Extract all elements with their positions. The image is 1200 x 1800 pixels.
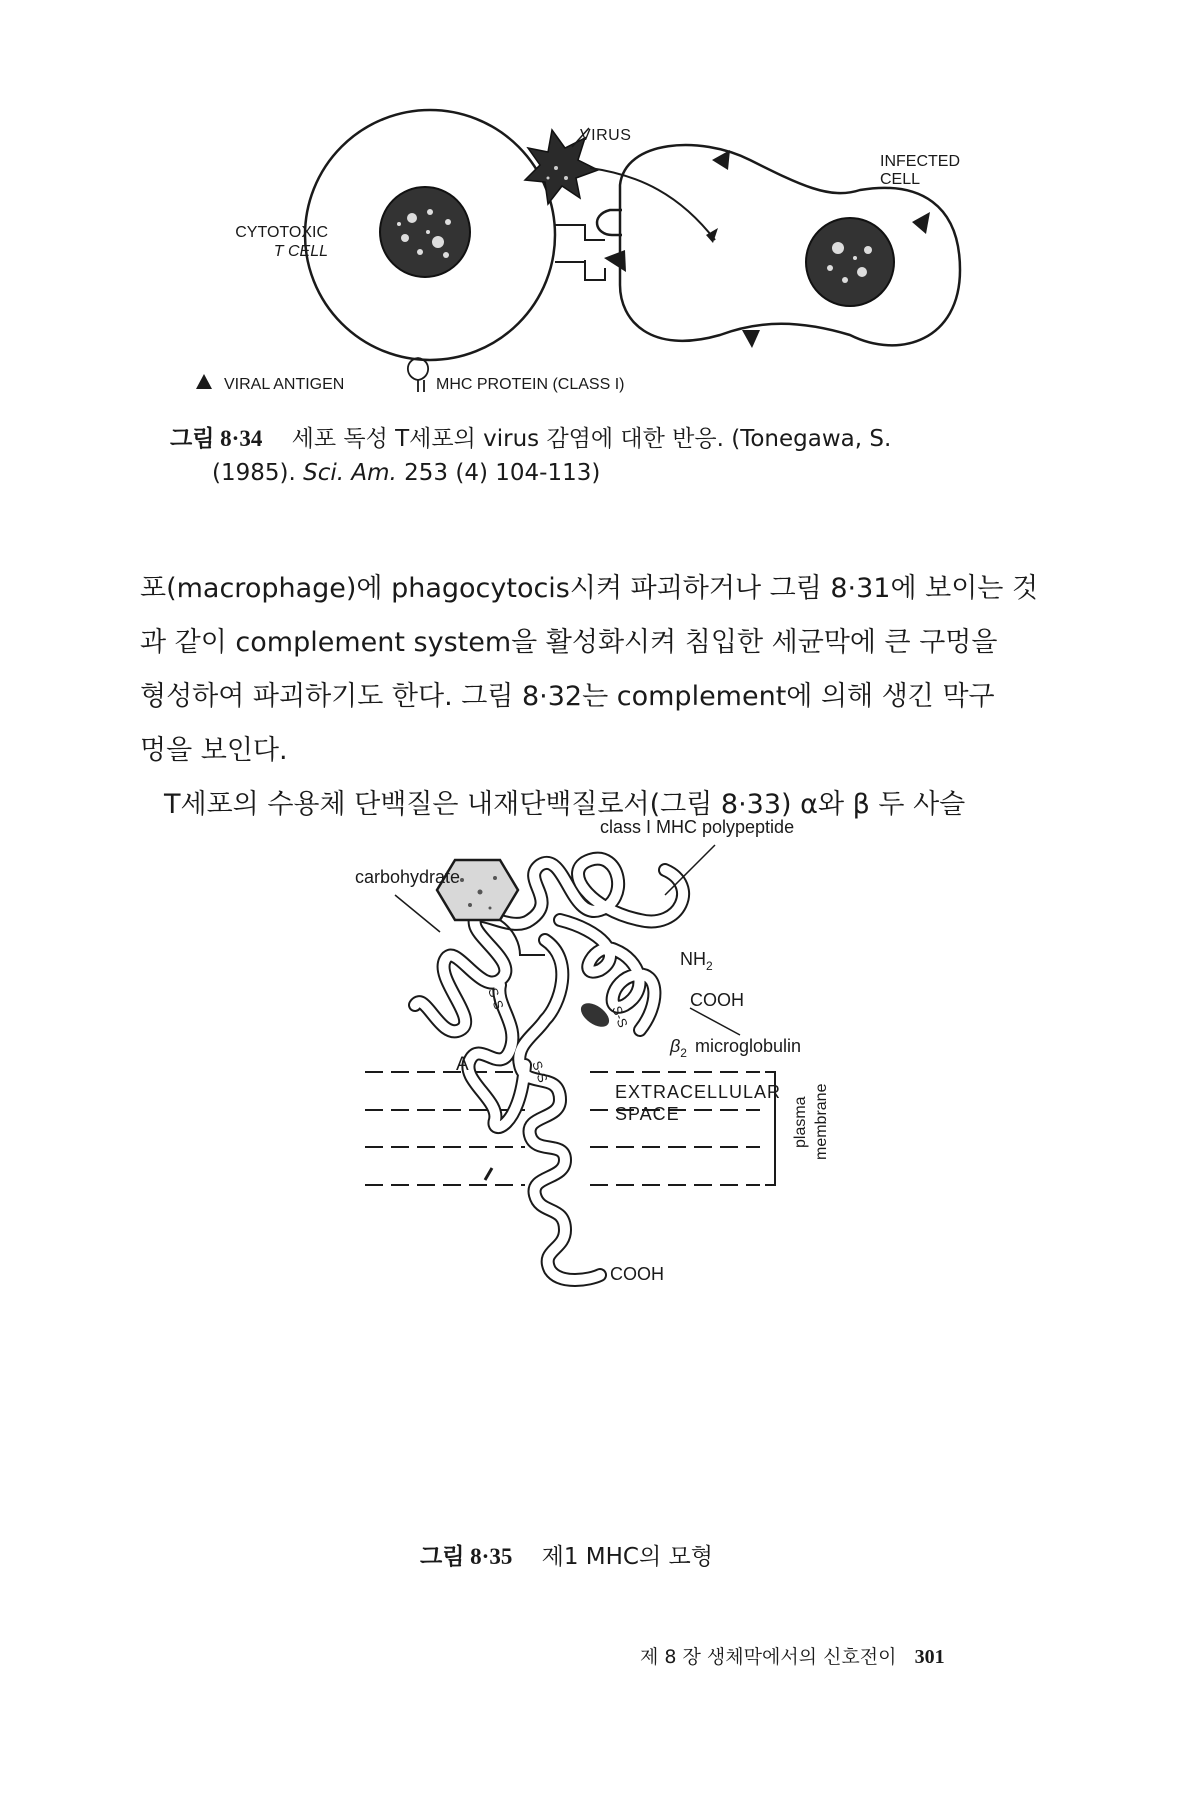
page-footer — [640, 1642, 945, 1669]
microglobulin-pointer — [690, 1008, 740, 1035]
ss-bond-3: S-S — [529, 1058, 551, 1085]
body-line: 멍을 보인다. — [140, 735, 288, 766]
mhc-legend: MHC PROTEIN (CLASS I) — [436, 376, 625, 393]
caption-text: 제1 MHC의 모형 — [541, 1544, 713, 1570]
t-cell-nucleus — [380, 187, 470, 277]
cooh-top-label: COOH — [690, 990, 744, 1010]
beta2-microglobulin-label: $\beta_2$ microglobulin — [670, 1036, 802, 1060]
infected-cell-nucleus — [806, 218, 894, 306]
a-label: A — [456, 1054, 469, 1075]
mhc-legend-icon — [408, 358, 428, 392]
caption-year: (1985). — [212, 460, 296, 486]
virus-label: VIRUS — [580, 127, 632, 144]
figure-8-34-caption — [170, 422, 1070, 490]
mhc-protein-shape — [597, 210, 622, 235]
chapter-title: 제 8 장 생체막에서의 신호전이 — [640, 1646, 897, 1668]
membrane-label: membrane — [813, 1083, 830, 1160]
extracellular-label-2: SPACE — [615, 1104, 680, 1124]
caption-number: 그림 8·34 — [170, 426, 263, 451]
figure-8-35-caption — [420, 1540, 920, 1574]
cooh-bottom-label: COOH — [610, 1264, 664, 1284]
t-cell-label-2: T CELL — [273, 243, 328, 260]
body-line: 포(macrophage)에 phagocytocis시켜 파괴하거나 그림 8·31에 보이는 것 — [140, 573, 1039, 604]
class-mhc-label: class I MHC polypeptide — [600, 817, 795, 837]
figure-8-34 — [0, 0, 1200, 400]
plasma-label: plasma — [792, 1096, 809, 1148]
page-number: 301 — [914, 1646, 945, 1668]
viral-antigen-legend: VIRAL ANTIGEN — [224, 376, 345, 393]
caption-number: 그림 8·35 — [420, 1544, 513, 1569]
viral-antigen-legend-icon — [196, 374, 212, 389]
body-line: 형성하여 파괴하기도 한다. 그림 8·32는 complement에 의해 생긴 막구 — [140, 681, 995, 712]
t-cell-label: CYTOTOXIC — [235, 224, 328, 241]
caption-journal: Sci. Am. — [303, 460, 397, 486]
ss-bond-1: S-S — [485, 985, 507, 1012]
infection-arrow — [590, 168, 715, 240]
carbohydrate-pointer — [395, 895, 440, 932]
infected-cell-label: INFECTED — [880, 153, 960, 170]
caption-text: 세포 독성 T세포의 virus 감염에 대한 반응. (Tonegawa, S. — [291, 426, 892, 452]
extracellular-label: EXTRACELLULAR — [615, 1082, 782, 1102]
carbohydrate-label: carbohydrate — [355, 867, 461, 887]
ss-bond-2: S-S — [609, 1003, 631, 1030]
body-line: 과 같이 complement system을 활성화시켜 침입한 세균막에 큰 구멍을 — [140, 627, 998, 658]
figure-8-35 — [0, 817, 1200, 1530]
body-line: T세포의 수용체 단백질은 내재단백질로서(그림 8·33) α와 β 두 사슬 — [164, 789, 966, 820]
caption-ref: 253 (4) 104-113) — [404, 460, 601, 486]
body-paragraph — [140, 562, 1055, 832]
infected-cell-label-2: CELL — [880, 171, 921, 188]
t-cell-receptor — [555, 225, 605, 280]
nh2-label: $NH_2$ — [680, 949, 713, 973]
